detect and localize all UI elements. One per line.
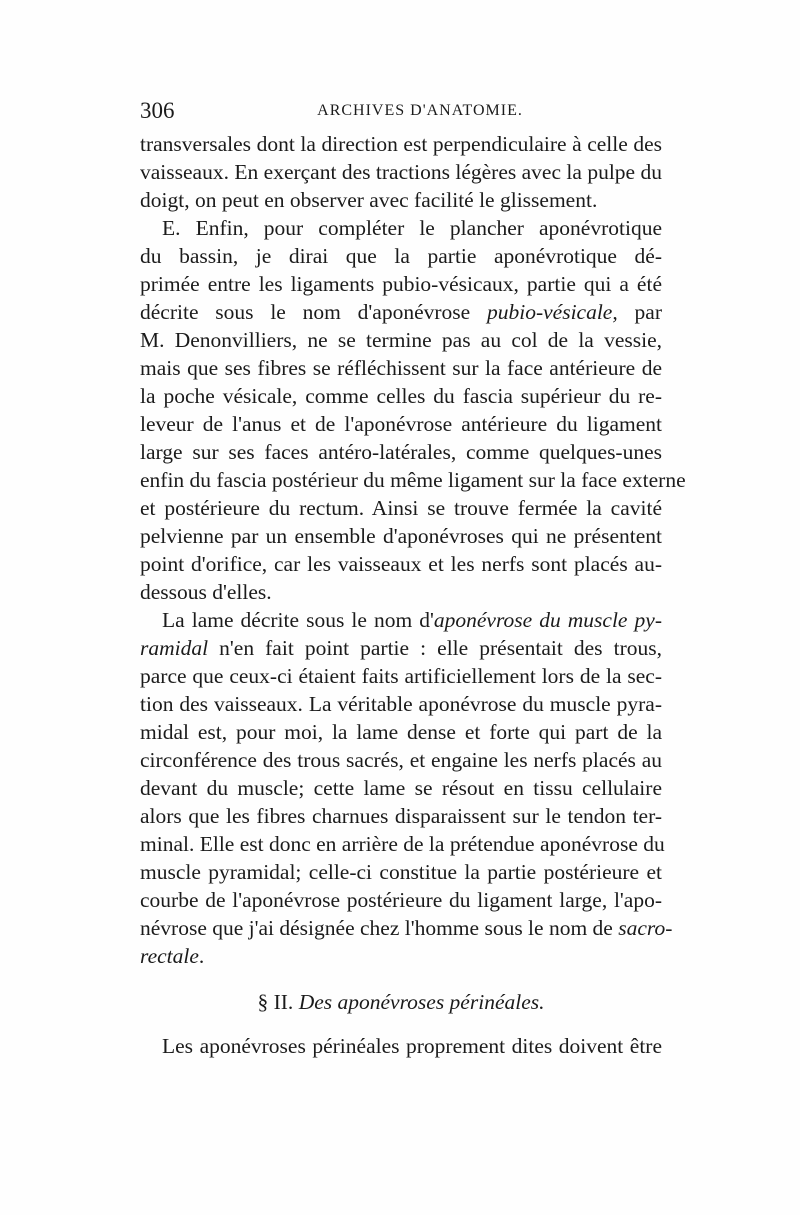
text-line <box>140 914 673 942</box>
text-line: minal. Elle est donc en arrière de la prétendue aponévrose du <box>140 832 665 856</box>
running-title: ARCHIVES D'ANATOMIE. <box>317 102 523 119</box>
text-line: primée entre les ligaments pubio-vésicaux, partie qui a été <box>140 272 662 296</box>
page-number: 306 <box>140 98 175 123</box>
section-title: Des aponévroses périnéales. <box>298 990 545 1014</box>
text-line: E. Enfin, pour compléter le plancher aponévrotique <box>162 216 662 240</box>
text-line: large sur ses faces antéro-latérales, comme quelques-unes <box>140 440 662 464</box>
italic-term: pubio-vésicale, <box>486 300 618 324</box>
italic-term: rectale <box>140 944 199 968</box>
text-line: mais que ses fibres se réfléchissent sur la face antérieure de <box>140 356 662 380</box>
text-run: par <box>617 300 662 324</box>
text-line: devant du muscle; cette lame se résout en tissu cellulaire <box>140 776 662 800</box>
italic-term: ramidal <box>140 636 209 660</box>
text-line: transversales dont la direction est perpendiculaire à celle des <box>140 132 662 156</box>
text-line: courbe de l'aponévrose postérieure du ligament large, l'apo- <box>140 888 662 912</box>
text-run: La lame décrite sous le nom d' <box>162 608 434 632</box>
text-line: la poche vésicale, comme celles du fascia supérieur du re- <box>140 384 662 408</box>
text-line: point d'orifice, car les vaisseaux et les nerfs sont placés au- <box>140 552 662 576</box>
text-line <box>140 942 662 970</box>
text-line <box>140 298 662 326</box>
text-line: et postérieure du rectum. Ainsi se trouve fermée la cavité <box>140 496 662 520</box>
text-line: pelvienne par un ensemble d'aponévroses qui ne présentent <box>140 524 662 548</box>
text-run: névrose que j'ai désignée chez l'homme sous le nom de <box>140 916 619 940</box>
text-line <box>140 634 662 662</box>
text-line: doigt, on peut en observer avec facilité le glissement. <box>140 188 598 212</box>
italic-term: sacro- <box>618 916 673 940</box>
italic-term: aponévrose du muscle py- <box>433 608 662 632</box>
section-heading <box>140 988 662 1016</box>
text-line: M. Denonvilliers, ne se termine pas au col de la vessie, <box>140 328 662 352</box>
text-line: leveur de l'anus et de l'aponévrose antérieure du ligament <box>140 412 662 436</box>
text-line: circonférence des trous sacrés, et engaine les nerfs placés au <box>140 748 662 772</box>
text-line: Les aponévroses périnéales proprement dites doivent être <box>162 1034 662 1058</box>
text-line <box>140 606 662 634</box>
text-line: midal est, pour moi, la lame dense et forte qui part de la <box>140 720 662 744</box>
text-run: . <box>198 944 205 968</box>
body-text <box>140 130 686 1060</box>
section-number: § II. <box>257 990 299 1014</box>
text-line: vaisseaux. En exerçant des tractions légères avec la pulpe du <box>140 160 662 184</box>
text-line: du bassin, je dirai que la partie aponévrotique dé- <box>140 244 662 268</box>
text-run: décrite sous le nom d'aponévrose <box>140 300 487 324</box>
text-line: dessous d'elles. <box>140 580 272 604</box>
text-run: n'en fait point partie : elle présentait des trous, <box>208 636 662 660</box>
text-line: parce que ceux-ci étaient faits artificiellement lors de la sec- <box>140 664 662 688</box>
page-header <box>140 98 660 130</box>
text-line: tion des vaisseaux. La véritable aponévrose du muscle pyra- <box>140 692 662 716</box>
text-line: enfin du fascia postérieur du même ligament sur la face externe <box>140 468 686 492</box>
text-line: alors que les fibres charnues disparaissent sur le tendon ter- <box>140 804 662 828</box>
text-line: muscle pyramidal; celle-ci constitue la partie postérieure et <box>140 860 662 884</box>
